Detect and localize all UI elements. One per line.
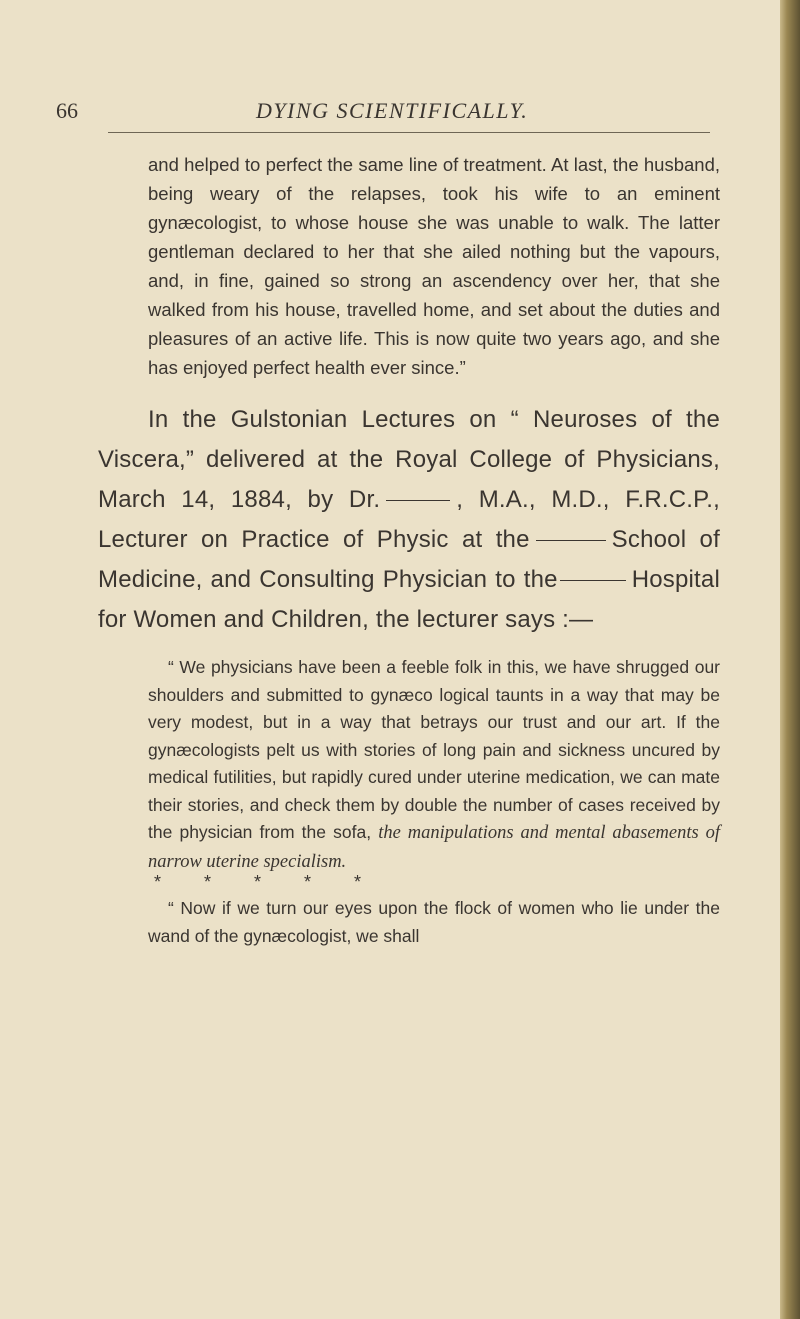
quote-middle-italic: the manipulations and mental abasements of narrow uterine specialism. (148, 823, 720, 872)
main-text-part-1: In the Gulstonian Lectures on “ Neuroses of the Viscera,” delivered at the Royal College of Physicians, March 14, 1884, by Dr. (98, 406, 720, 513)
name-dash (560, 580, 626, 581)
quote-paragraph-top: and helped to perfect the same line of treatment. At last, the husband, being weary of the relapses, took his wife to an eminent gynæcologist, to whose house she was unable to walk. The latter gentleman declared to her that she ailed nothing but the vapours, and, in fine, gained so strong an ascendency over her, that she walked from his house, travelled home, and set about the duties and pleasures of an active life. This is now quite two years ago, and she has enjoyed perfect health ever since.” (148, 154, 720, 378)
main-paragraph (98, 400, 720, 640)
main-text-part-2: , M.A., M.D., F.R.C.P., Lecturer on Practice of Physic at the (98, 486, 720, 553)
main-text-part-3: School of Medicine, and Consulting Physician to the (98, 526, 720, 593)
quote-middle-text: “ We physicians have been a feeble folk in this, we have shrugged our shoulders and submitted to gynæco logical taunts in a way that may be very modest, but in a way that betrays our trust and our art. If the gynæcologists pelt us with stories of long pain and sickness uncured by medical futilities, but rapidly cured under uterine medication, we can mate their stories, and check them by double the number of cases received by the physician from the sofa, (148, 657, 720, 842)
quote-paragraph-middle (148, 654, 720, 876)
name-dash (386, 500, 450, 501)
section-break-stars: * * * * * (154, 872, 362, 892)
page-edge (780, 0, 800, 1319)
page-number: 66 (56, 98, 78, 123)
page-body (98, 150, 720, 950)
quote-paragraph-bottom: “ Now if we turn our eyes upon the flock of women who lie under the wand of the gynæcologist, we shall (148, 898, 720, 946)
header-rule (108, 132, 710, 133)
name-dash (536, 540, 606, 541)
running-head: DYING SCIENTIFICALLY. (256, 98, 529, 123)
main-text-part-4: Hospital for Women and Children, the lecturer says :— (98, 566, 720, 633)
